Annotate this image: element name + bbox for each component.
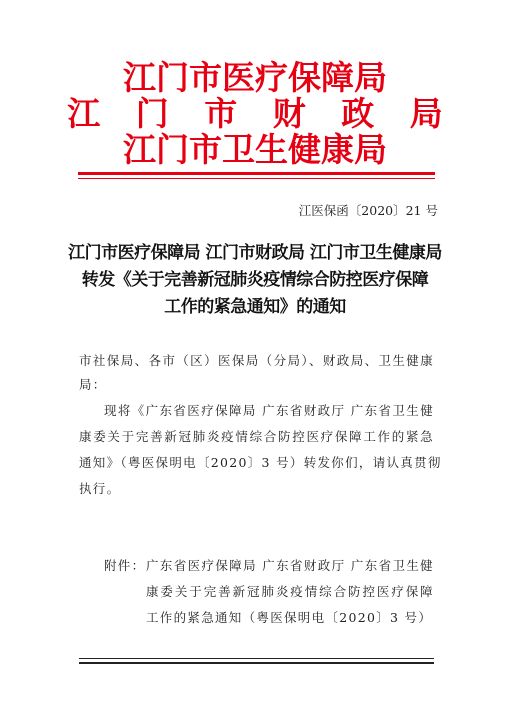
- paragraph-line: 通知》（粤医保明电〔2020〕3 号）转发你们，请认真贯彻: [79, 455, 442, 470]
- attachment-label: 附件：: [104, 558, 146, 573]
- issuer-medical-security-bureau: 江门市医疗保障局: [123, 58, 387, 97]
- paragraph-line: 现将《广东省医疗保障局 广东省财政厅 广东省卫生健: [104, 403, 434, 418]
- attachment-line: 康委关于完善新冠肺炎疫情综合防控医疗保障: [146, 584, 434, 599]
- title-line: 转发《关于完善新冠肺炎疫情综合防控医疗保障: [81, 270, 429, 290]
- paragraph-line: 执行。: [79, 481, 121, 496]
- addressee-line: 局：: [79, 377, 107, 392]
- attachment-line: 工作的紧急通知（粤医保明电〔2020〕3 号）: [146, 610, 433, 625]
- footer-rule-thin: [79, 658, 434, 659]
- document-number: 江医保函〔2020〕21 号: [298, 203, 438, 218]
- header-rule-thin: [78, 178, 435, 179]
- title-line: 工作的紧急通知》的通知: [164, 297, 346, 317]
- paragraph-line: 康委关于完善新冠肺炎疫情综合防控医疗保障工作的紧急: [79, 429, 434, 444]
- addressee-line: 市社保局、各市（区）医保局（分局）、财政局、卫生健康: [79, 353, 434, 368]
- attachment-line: 广东省医疗保障局 广东省财政厅 广东省卫生健: [146, 558, 434, 573]
- footer-rule-thick: [79, 662, 434, 664]
- header-rule-thick: [78, 172, 435, 175]
- issuer-health-commission: 江门市卫生健康局: [123, 130, 387, 169]
- title-line: 江门市医疗保障局 江门市财政局 江门市卫生健康局: [68, 243, 442, 263]
- issuer-finance-bureau: 江 门 市 财 政 局: [67, 94, 455, 133]
